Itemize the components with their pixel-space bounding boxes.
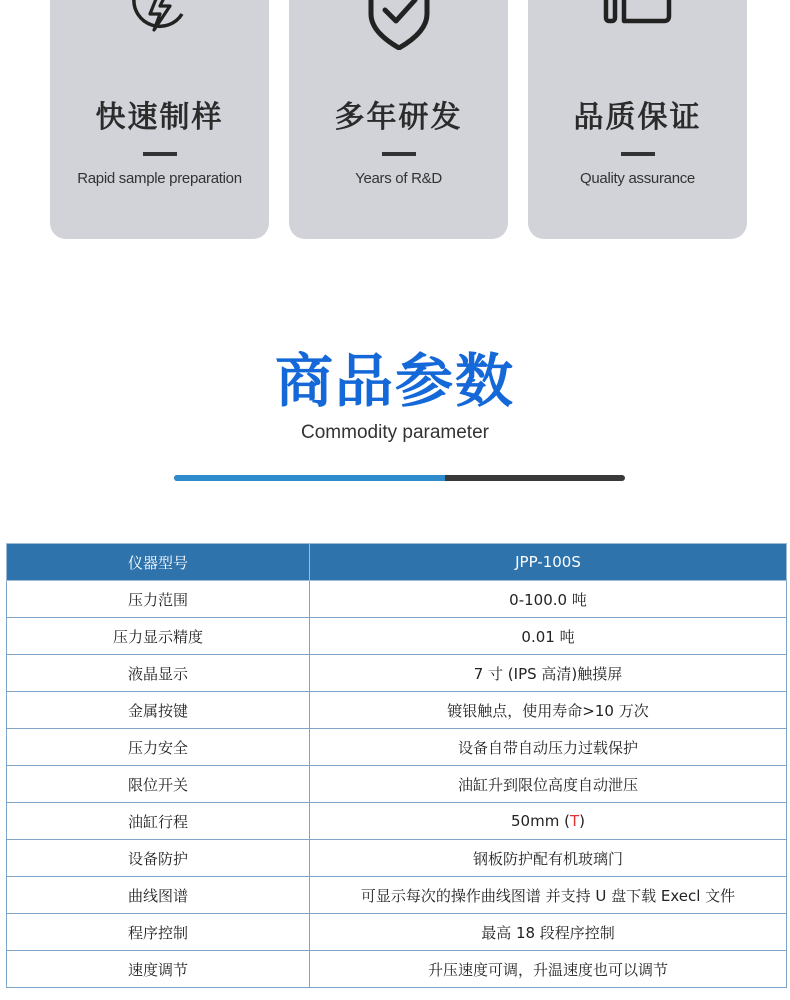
row-value: 设备自带自动压力过载保护 xyxy=(310,729,787,766)
row-value: 可显示每次的操作曲线图谱 并支持 U 盘下载 Execl 文件 xyxy=(310,877,787,914)
table-row xyxy=(7,766,787,803)
row-label: 设备防护 xyxy=(7,840,310,877)
row-label: 曲线图谱 xyxy=(7,877,310,914)
feature-title-en: Rapid sample preparation xyxy=(77,170,242,187)
section-title: 商品参数 xyxy=(274,347,515,415)
thumbs-up-icon xyxy=(598,0,678,50)
row-label: 压力显示精度 xyxy=(7,618,310,655)
header-cell-model: JPP-100S xyxy=(310,544,787,581)
row-label: 液晶显示 xyxy=(7,655,310,692)
row-value: 7 寸 (IPS 高清)触摸屏 xyxy=(310,655,787,692)
table-row xyxy=(7,729,787,766)
lightning-refresh-icon xyxy=(120,0,200,50)
divider xyxy=(143,152,177,156)
row-label: 油缸行程 xyxy=(7,803,310,840)
row-value-suffix: ) xyxy=(579,812,585,830)
table-row xyxy=(7,655,787,692)
divider xyxy=(621,152,655,156)
row-label: 金属按键 xyxy=(7,692,310,729)
feature-card-quality xyxy=(528,0,747,239)
feature-title-cn: 快速制样 xyxy=(95,100,224,135)
table-row xyxy=(7,618,787,655)
row-value: 钢板防护配有机玻璃门 xyxy=(310,840,787,877)
feature-title-en: Years of R&D xyxy=(355,170,442,187)
feature-card-rapid xyxy=(50,0,269,239)
row-value: 油缸升到限位高度自动泄压 xyxy=(310,766,787,803)
feature-title-cn: 品质保证 xyxy=(573,100,702,135)
section-progress-fill xyxy=(174,475,445,481)
row-value xyxy=(310,803,787,840)
row-label: 限位开关 xyxy=(7,766,310,803)
table-row xyxy=(7,914,787,951)
row-value-text: 50mm ( xyxy=(511,812,570,830)
table-row xyxy=(7,840,787,877)
section-progress-bar xyxy=(174,475,625,481)
table-row xyxy=(7,692,787,729)
row-label: 压力安全 xyxy=(7,729,310,766)
row-label: 速度调节 xyxy=(7,951,310,988)
section-subtitle: Commodity parameter xyxy=(301,422,489,443)
feature-title-en: Quality assurance xyxy=(580,170,695,187)
shield-check-icon xyxy=(359,0,439,50)
row-value-highlight: T xyxy=(569,812,580,830)
header-cell-label: 仪器型号 xyxy=(7,544,310,581)
feature-title-cn: 多年研发 xyxy=(334,100,463,135)
row-label: 程序控制 xyxy=(7,914,310,951)
row-value: 升压速度可调，升温速度也可以调节 xyxy=(310,951,787,988)
row-label: 压力范围 xyxy=(7,581,310,618)
feature-card-rnd xyxy=(289,0,508,239)
parameter-table xyxy=(6,543,787,988)
table-header-row xyxy=(7,544,787,581)
table-row xyxy=(7,877,787,914)
divider xyxy=(382,152,416,156)
table-row xyxy=(7,951,787,988)
table-row xyxy=(7,581,787,618)
row-value: 0.01 吨 xyxy=(310,618,787,655)
features-section xyxy=(0,0,790,240)
row-value: 0-100.0 吨 xyxy=(310,581,787,618)
row-value: 最高 18 段程序控制 xyxy=(310,914,787,951)
table-row xyxy=(7,803,787,840)
row-value: 镀银触点，使用寿命>10 万次 xyxy=(310,692,787,729)
